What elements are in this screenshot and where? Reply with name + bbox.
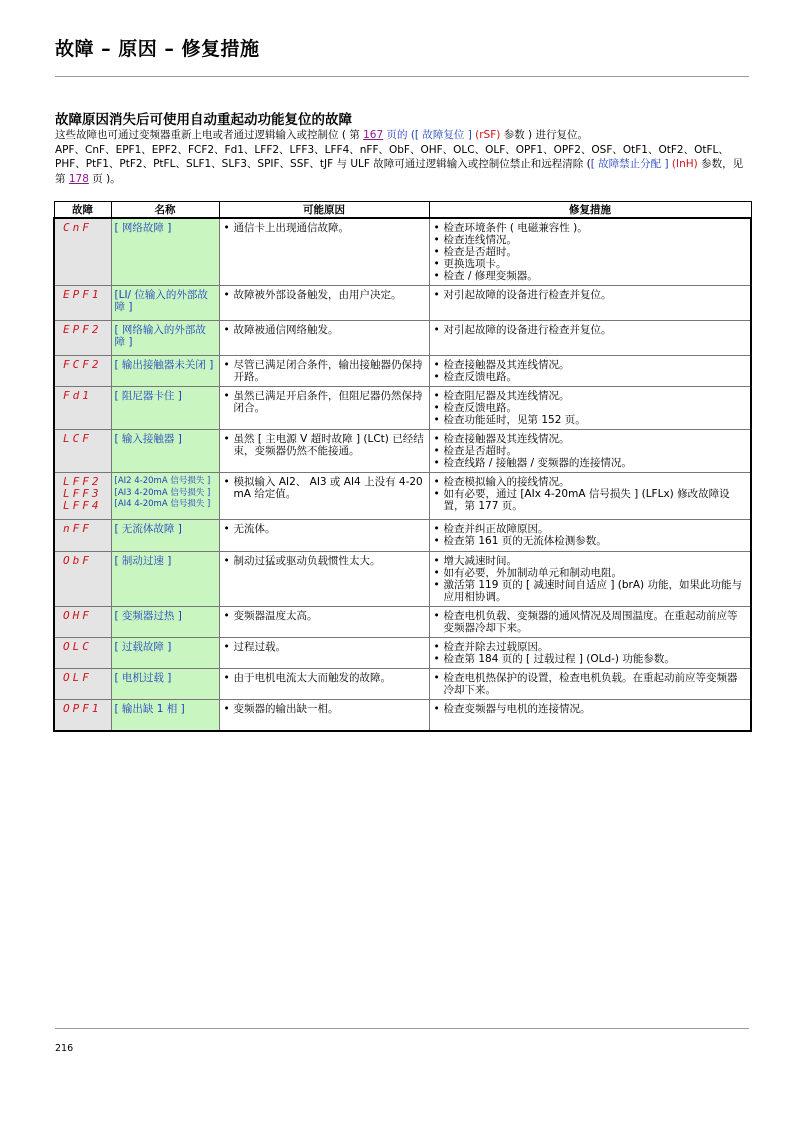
fault-code: FCF2 xyxy=(54,356,111,387)
fault-name: [ 过载故障 ] xyxy=(111,638,219,669)
remedy-list xyxy=(433,359,748,383)
cause-list xyxy=(223,390,426,414)
remedy xyxy=(429,286,751,321)
cause-item: • 尽管已满足闭合条件，输出接触器仍保持开路。 xyxy=(223,359,426,383)
fault-name: [ 阻尼器卡住 ] xyxy=(111,387,219,430)
header-remedy: 修复措施 xyxy=(429,202,751,219)
fault-name-line: [AI2 4-20mA 信号损失 ] xyxy=(114,476,211,486)
fault-code: EPF1 xyxy=(54,286,111,321)
remedy-item: • 更换选项卡。 xyxy=(433,258,748,270)
fault-name: [ 电机过载 ] xyxy=(111,669,219,700)
table-row xyxy=(54,286,751,321)
fault-code: OLC xyxy=(54,638,111,669)
cause-item: • 虽然 [ 主电源 V 超时故障 ] (LCt) 已经结束，变频器仍然不能接通。 xyxy=(223,433,426,457)
remedy-item: • 对引起故障的设备进行检查并复位。 xyxy=(433,289,748,301)
cause-list xyxy=(223,289,426,301)
remedy-list xyxy=(433,390,748,426)
fault-name: [ 输出缺 1 相 ] xyxy=(111,700,219,731)
param-link[interactable]: [ 故障禁止分配 ] xyxy=(590,158,669,170)
fault-table-body xyxy=(54,218,751,731)
remedy xyxy=(429,387,751,430)
remedy-item: • 检查阻尼器及其连线情况。 xyxy=(433,390,748,402)
cause-item: • 故障被通信网络触发。 xyxy=(223,324,426,336)
fault-code: OHF xyxy=(54,607,111,638)
intro-text: 页 )。 xyxy=(88,172,121,185)
remedy-item: • 检查接触器及其连线情况。 xyxy=(433,359,748,371)
remedy-item: • 如有必要，外加制动单元和制动电阻。 xyxy=(433,567,748,579)
table-row xyxy=(54,321,751,356)
table-row xyxy=(54,700,751,731)
table-row xyxy=(54,552,751,607)
fault-name: [ 输出接触器未关闭 ] xyxy=(111,356,219,387)
remedy-item: • 激活第 119 页的 [ 减速时间自适应 ] (brA) 功能，如果此功能与应用相协调。 xyxy=(433,579,748,603)
cause-item: • 变频器温度太高。 xyxy=(223,610,426,622)
remedy xyxy=(429,638,751,669)
fault-name: [ 制动过速 ] xyxy=(111,552,219,607)
cause-item: • 通信卡上出现通信故障。 xyxy=(223,222,426,234)
bottom-divider xyxy=(55,1028,749,1029)
remedy-item: • 检查反馈电路。 xyxy=(433,371,748,383)
remedy xyxy=(429,552,751,607)
cause-item: • 虽然已满足开启条件，但阻尼器仍然保持闭合。 xyxy=(223,390,426,414)
table-row xyxy=(54,638,751,669)
remedy-list xyxy=(433,703,748,715)
fault-name: [ 网络输入的外部故障 ] xyxy=(111,321,219,356)
remedy xyxy=(429,520,751,552)
page-number: 216 xyxy=(55,1043,74,1054)
fault-code: OPF1 xyxy=(54,700,111,731)
fault-code: LFF2 LFF3 LFF4 xyxy=(54,473,111,520)
page-link-167[interactable]: 167 xyxy=(363,129,384,141)
remedy-item: • 检查是否超时。 xyxy=(433,445,748,457)
remedy-list xyxy=(433,476,748,512)
cause-item: • 无流体。 xyxy=(223,523,426,535)
remedy-item: • 检查反馈电路。 xyxy=(433,402,748,414)
possible-cause xyxy=(219,473,429,520)
fault-code: OLF xyxy=(54,669,111,700)
table-row xyxy=(54,473,751,520)
remedy-item: • 如有必要，通过 [AIx 4-20mA 信号损失 ] (LFLx) 修改故障设置，第 177 页。 xyxy=(433,488,748,512)
cause-item: • 故障被外部设备触发，由用户决定。 xyxy=(223,289,426,301)
cause-list xyxy=(223,610,426,622)
remedy-item: • 检查功能延时，见第 152 页。 xyxy=(433,414,748,426)
remedy-item: • 检查环境条件 ( 电磁兼容性 )。 xyxy=(433,222,748,234)
param-code: (rSF) xyxy=(475,129,501,141)
remedy-list xyxy=(433,610,748,634)
cause-item: • 由于电机电流太大而触发的故障。 xyxy=(223,672,426,684)
cause-item: • 变频器的输出缺一相。 xyxy=(223,703,426,715)
remedy-list xyxy=(433,324,748,336)
possible-cause xyxy=(219,356,429,387)
intro-text: 参数，见第 xyxy=(55,158,744,185)
remedy-item: • 检查电机热保护的设置，检查电机负载。在重起动前应等变频器冷却下来。 xyxy=(433,672,748,696)
remedy-list xyxy=(433,222,748,282)
table-row xyxy=(54,520,751,552)
remedy xyxy=(429,218,751,286)
fault-name: [ 网络故障 ] xyxy=(111,218,219,286)
remedy xyxy=(429,473,751,520)
possible-cause xyxy=(219,552,429,607)
cause-item: • 制动过猛或驱动负载惯性太大。 xyxy=(223,555,426,567)
cause-list xyxy=(223,222,426,234)
fault-code: LCF xyxy=(54,430,111,473)
cause-list xyxy=(223,523,426,535)
cause-list xyxy=(223,703,426,715)
intro-text: 这些故障也可通过变频器重新上电或者通过逻辑输入或控制位 ( 第 xyxy=(55,129,364,141)
top-divider xyxy=(55,76,749,77)
cause-item: • 过程过载。 xyxy=(223,641,426,653)
remedy-list xyxy=(433,555,748,603)
param-code: (InH) xyxy=(668,158,698,170)
remedy xyxy=(429,430,751,473)
remedy-item: • 检查 / 修理变频器。 xyxy=(433,270,748,282)
possible-cause xyxy=(219,638,429,669)
possible-cause xyxy=(219,286,429,321)
remedy-item: • 对引起故障的设备进行检查并复位。 xyxy=(433,324,748,336)
remedy-item: • 检查变频器与电机的连接情况。 xyxy=(433,703,748,715)
table-row xyxy=(54,387,751,430)
remedy-item: • 检查线路 / 接触器 / 变频器的连接情况。 xyxy=(433,457,748,469)
cause-list xyxy=(223,359,426,383)
possible-cause xyxy=(219,700,429,731)
remedy-item: • 检查并除去过载原因。 xyxy=(433,641,748,653)
remedy xyxy=(429,607,751,638)
remedy xyxy=(429,700,751,731)
fault-code: EPF2 xyxy=(54,321,111,356)
remedy-list xyxy=(433,523,748,547)
page-title: 故障 – 原因 – 修复措施 xyxy=(55,38,260,60)
remedy xyxy=(429,669,751,700)
remedy-item: • 增大减速时间。 xyxy=(433,555,748,567)
remedy-item: • 检查连线情况。 xyxy=(433,234,748,246)
table-row xyxy=(54,607,751,638)
header-cause: 可能原因 xyxy=(219,202,429,219)
possible-cause xyxy=(219,607,429,638)
cause-list xyxy=(223,672,426,684)
remedy-item: • 检查接触器及其连线情况。 xyxy=(433,433,748,445)
intro-line-1 xyxy=(55,128,749,143)
section-title: 故障原因消失后可使用自动重起动功能复位的故障 xyxy=(55,112,352,128)
remedy xyxy=(429,321,751,356)
fault-name-line: [AI3 4-20mA 信号损失 ] xyxy=(114,487,211,498)
cause-list xyxy=(223,476,426,500)
remedy-item: • 检查电机负载、变频器的通风情况及周围温度。在重起动前应等变频器冷却下来。 xyxy=(433,610,748,634)
table-header-row xyxy=(54,202,751,219)
remedy-item: • 检查第 161 页的无流体检测参数。 xyxy=(433,535,748,547)
cause-list xyxy=(223,324,426,336)
fault-name-line: [AI4 4-20mA 信号损失 ] xyxy=(114,499,211,509)
cause-list xyxy=(223,555,426,567)
intro-paragraph xyxy=(55,128,749,186)
fault-name: [ 无流体故障 ] xyxy=(111,520,219,552)
possible-cause xyxy=(219,430,429,473)
intro-text: 参数 ) 进行复位。 xyxy=(500,129,588,141)
table-row xyxy=(54,430,751,473)
possible-cause xyxy=(219,321,429,356)
fault-name: [ 变频器过热 ] xyxy=(111,607,219,638)
cause-item: • 模拟输入 AI2、 AI3 或 AI4 上没有 4-20 mA 给定值。 xyxy=(223,476,426,500)
remedy-item: • 检查并纠正故障原因。 xyxy=(433,523,748,535)
fault-table xyxy=(53,201,752,732)
cause-list xyxy=(223,433,426,457)
remedy-item: • 检查第 184 页的 [ 过载过程 ] (OLd-) 功能参数。 xyxy=(433,653,748,665)
fault-code: nFF xyxy=(54,520,111,552)
remedy-list xyxy=(433,433,748,469)
table-row xyxy=(54,218,751,286)
fault-name: [ 输入接触器 ] xyxy=(111,430,219,473)
intro-line-2 xyxy=(55,143,749,187)
possible-cause xyxy=(219,669,429,700)
page-link-178[interactable]: 178 xyxy=(68,172,89,185)
fault-name: [LI/ 位输入的外部故障 ] xyxy=(111,286,219,321)
remedy xyxy=(429,356,751,387)
remedy-item: • 检查模拟输入的接线情况。 xyxy=(433,476,748,488)
remedy-list xyxy=(433,289,748,301)
intro-text: APF、CnF、EPF1、EPF2、FCF2、Fd1、LFF2、LFF3、LFF4、nFF、ObF、OHF、OLC、OLF、OPF1、OPF2、OSF、OtF1、OtF2、OtFL、PHF、PtF1、PtF2、PtFL、SLF1、SLF3、SPIF、SSF、tJF 与 ULF 故障可通过逻辑输入或控制位禁止和远程清除 ( xyxy=(55,143,729,170)
possible-cause xyxy=(219,218,429,286)
remedy-list xyxy=(433,641,748,665)
fault-table-container xyxy=(53,201,750,732)
header-fault: 故障 xyxy=(54,202,111,219)
cause-list xyxy=(223,641,426,653)
fault-name xyxy=(111,473,219,520)
header-name: 名称 xyxy=(111,202,219,219)
remedy-item: • 检查是否超时。 xyxy=(433,246,748,258)
intro-text: 页的 ([ 故障复位 ] xyxy=(383,129,476,141)
table-row xyxy=(54,356,751,387)
fault-code: Fd1 xyxy=(54,387,111,430)
table-row xyxy=(54,669,751,700)
possible-cause xyxy=(219,520,429,552)
fault-code: CnF xyxy=(54,218,111,286)
remedy-list xyxy=(433,672,748,696)
possible-cause xyxy=(219,387,429,430)
fault-code: ObF xyxy=(54,552,111,607)
